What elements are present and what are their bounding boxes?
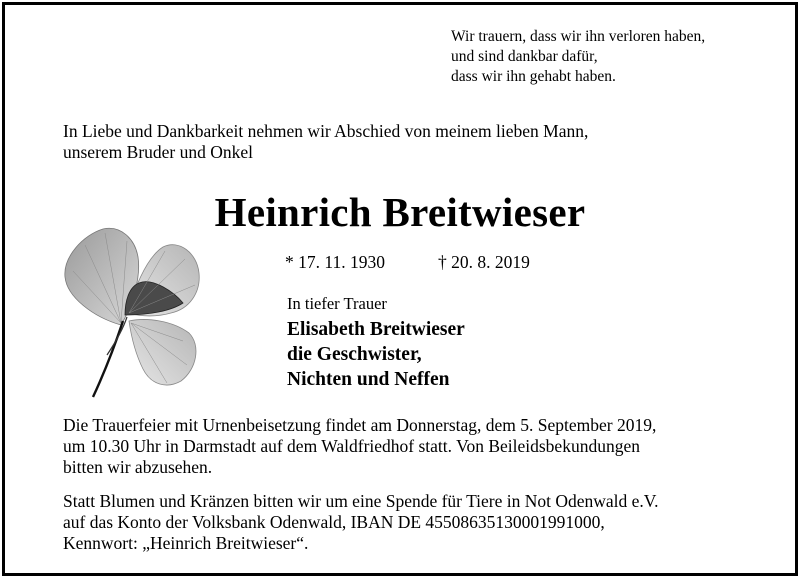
memorial-quote	[451, 27, 705, 87]
ginkgo-leaf-icon	[63, 217, 203, 402]
mourner-name: Nichten und Neffen	[287, 369, 450, 390]
quote-line: Wir trauern, dass wir ihn verloren haben,	[451, 28, 706, 45]
intro-text	[63, 121, 588, 163]
deceased-name: Heinrich Breitwieser	[214, 189, 586, 235]
donation-line: Kennwort: „Heinrich Breitwieser“.	[63, 533, 309, 553]
intro-line: unserem Bruder und Onkel	[63, 142, 254, 162]
intro-line: In Liebe und Dankbarkeit nehmen wir Abschied von meinem lieben Mann,	[63, 121, 589, 141]
mourner-name: die Geschwister,	[287, 344, 422, 365]
mourner-name: Elisabeth Breitwieser	[287, 319, 465, 340]
quote-line: und sind dankbar dafür,	[451, 48, 598, 65]
obituary-notice	[2, 2, 798, 576]
funeral-line: bitten wir abzusehen.	[63, 457, 213, 477]
funeral-line: Die Trauerfeier mit Urnenbeisetzung findet am Donnerstag, dem 5. September 2019,	[63, 415, 657, 435]
donation-info	[63, 491, 659, 554]
mourning-label: In tiefer Trauer	[287, 294, 387, 313]
donation-line: auf das Konto der Volksbank Odenwald, IBAN DE 45508635130001991000,	[63, 512, 605, 532]
mourners-list	[287, 317, 465, 392]
death-date: † 20. 8. 2019	[438, 252, 530, 272]
donation-line: Statt Blumen und Kränzen bitten wir um eine Spende für Tiere in Not Odenwald e.V.	[63, 491, 659, 511]
funeral-line: um 10.30 Uhr in Darmstadt auf dem Waldfriedhof statt. Von Beileidsbekundungen	[63, 436, 640, 456]
funeral-info	[63, 415, 656, 478]
quote-line: dass wir ihn gehabt haben.	[451, 68, 616, 85]
birth-date: * 17. 11. 1930	[285, 252, 385, 272]
